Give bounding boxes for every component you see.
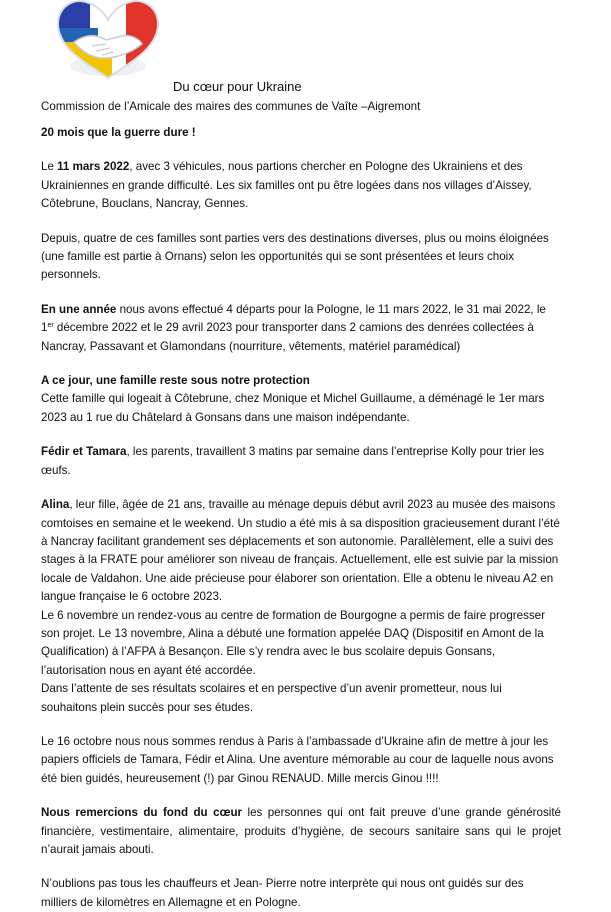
p3-superscript: er bbox=[47, 322, 54, 330]
headline bbox=[41, 124, 561, 142]
p6-text-d: Dans l’attente de ses résultats scolaires et en perspective d’un avenir prometteur, nous lui souhaitons plein succès pour ses études. bbox=[41, 682, 502, 714]
paragraph-protection bbox=[41, 372, 561, 427]
heart-handshake-logo-icon bbox=[52, 0, 164, 80]
paragraph-embassy: Le 16 octobre nous nous sommes rendus à Paris à l’ambassade d’Ukraine afin de mettre à jour les papiers officiels de Tamara, Fédir et Alina. Une aventure mémorable au cour de laquelle nous avons été bien guidés, heureusement (!) par Ginou RENAUD. Mille mercis Ginou !!!! bbox=[41, 734, 554, 785]
paragraph-drivers: N’oublions pas tous les chauffeurs et Jean- Pierre notre interprète qui nous ont guidés sur des milliers de kilomètres en Allemagne et en Pologne. bbox=[41, 877, 524, 909]
p4-lead: A ce jour, une famille reste sous notre protection bbox=[41, 374, 310, 388]
p8-lead: Nous remercions du fond du cœur bbox=[41, 806, 243, 820]
paragraph-families-left: Depuis, quatre de ces familles sont parties vers des destinations diverses, plus ou moins éloignées (une famille est partie à Ornans) selon les opportunités qui se sont présentées et leurs choix personnels. bbox=[41, 231, 549, 282]
document-subtitle: Commission de l’Amicale des maires des communes de Vaîte –Aigremont bbox=[41, 100, 421, 113]
paragraph-first-trip bbox=[41, 158, 561, 213]
document-title: Du cœur pour Ukraine bbox=[173, 79, 302, 94]
p6-lead: Alina bbox=[41, 498, 70, 512]
p1-text-c: , avec 3 véhicules, nous partions chercher en Pologne des Ukrainiens et des Ukrainiennes en grande difficulté. Les six familles ont pu être logées dans nos villages d’Aissey, Côtebrune, Bouclans, Nancray, Gennes. bbox=[41, 160, 532, 211]
p5-text: , les parents, travaillent 3 matins par semaine dans l’entreprise Kolly pour trier les œufs. bbox=[41, 445, 545, 477]
p3-text-c: décembre 2022 et le 29 avril 2023 pour transporter dans 2 camions des denrées collectées à Nancray, Passavant et Glamondans (nourriture, vêtements, matériel paramédical) bbox=[41, 321, 534, 353]
p6-text-b: , leur fille, âgée de 21 ans, travaille au ménage depuis début avril 2023 au musée des maisons comtoises en semaine et le weekend. Un studio a été mis à sa disposition gracieusement durant l’été à Nancray facilitant grandement ses déplacements et son autonomie. Parallèlement, elle a suivi des stages à la FRATE pour améliorer son niveau de français. Actuellement, elle est suivie par la mission locale de Valdahon. Une aide précieuse pour élaborer son orientation. Elle a obtenu le niveau A2 en langue française le 6 octobre 2023. bbox=[41, 498, 560, 604]
p1-text-a: Le bbox=[41, 160, 58, 174]
p3-lead: En une année bbox=[41, 302, 117, 316]
document-body bbox=[41, 124, 561, 912]
p1-date: 11 mars 2022 bbox=[57, 160, 130, 174]
p5-lead: Fédir et Tamara bbox=[41, 445, 127, 459]
p6-text-c: Le 6 novembre un rendez-vous au centre de formation de Bourgogne a permis de faire progresser son projet. Le 13 novembre, Alina a débuté une formation appelée DAQ (Dispositif en Amont de la Qualification) à l’AFPA à Besançon. Elle s’y rendra avec le bus scolaire depuis Gonsans, l’autorisation nous en ayant été accordée. bbox=[41, 608, 545, 677]
headline-text: 20 mois que la guerre dure ! bbox=[41, 126, 196, 139]
p3-text-b: nous avons effectué 4 départs pour la Pologne, le 11 mars 2022, le 31 mai 2022, le 1 bbox=[41, 302, 546, 335]
p4-text: Cette famille qui logeait à Côtebrune, chez Monique et Michel Guillaume, a déménagé le 1er mars 2023 au 1 rue du Châtelard à Gonsans dans une maison indépendante. bbox=[41, 392, 545, 424]
paragraph-thanks bbox=[41, 804, 561, 859]
p8-text: les personnes qui ont fait preuve d’une grande générosité financière, vestimentaire, alimentaire, produits d’hygiène, de secours sanitaire sans qui le projet n’aurait jamais abouti. bbox=[41, 806, 561, 856]
paragraph-departures bbox=[41, 301, 561, 356]
paragraph-parents bbox=[41, 443, 561, 480]
paragraph-alina bbox=[41, 496, 561, 717]
